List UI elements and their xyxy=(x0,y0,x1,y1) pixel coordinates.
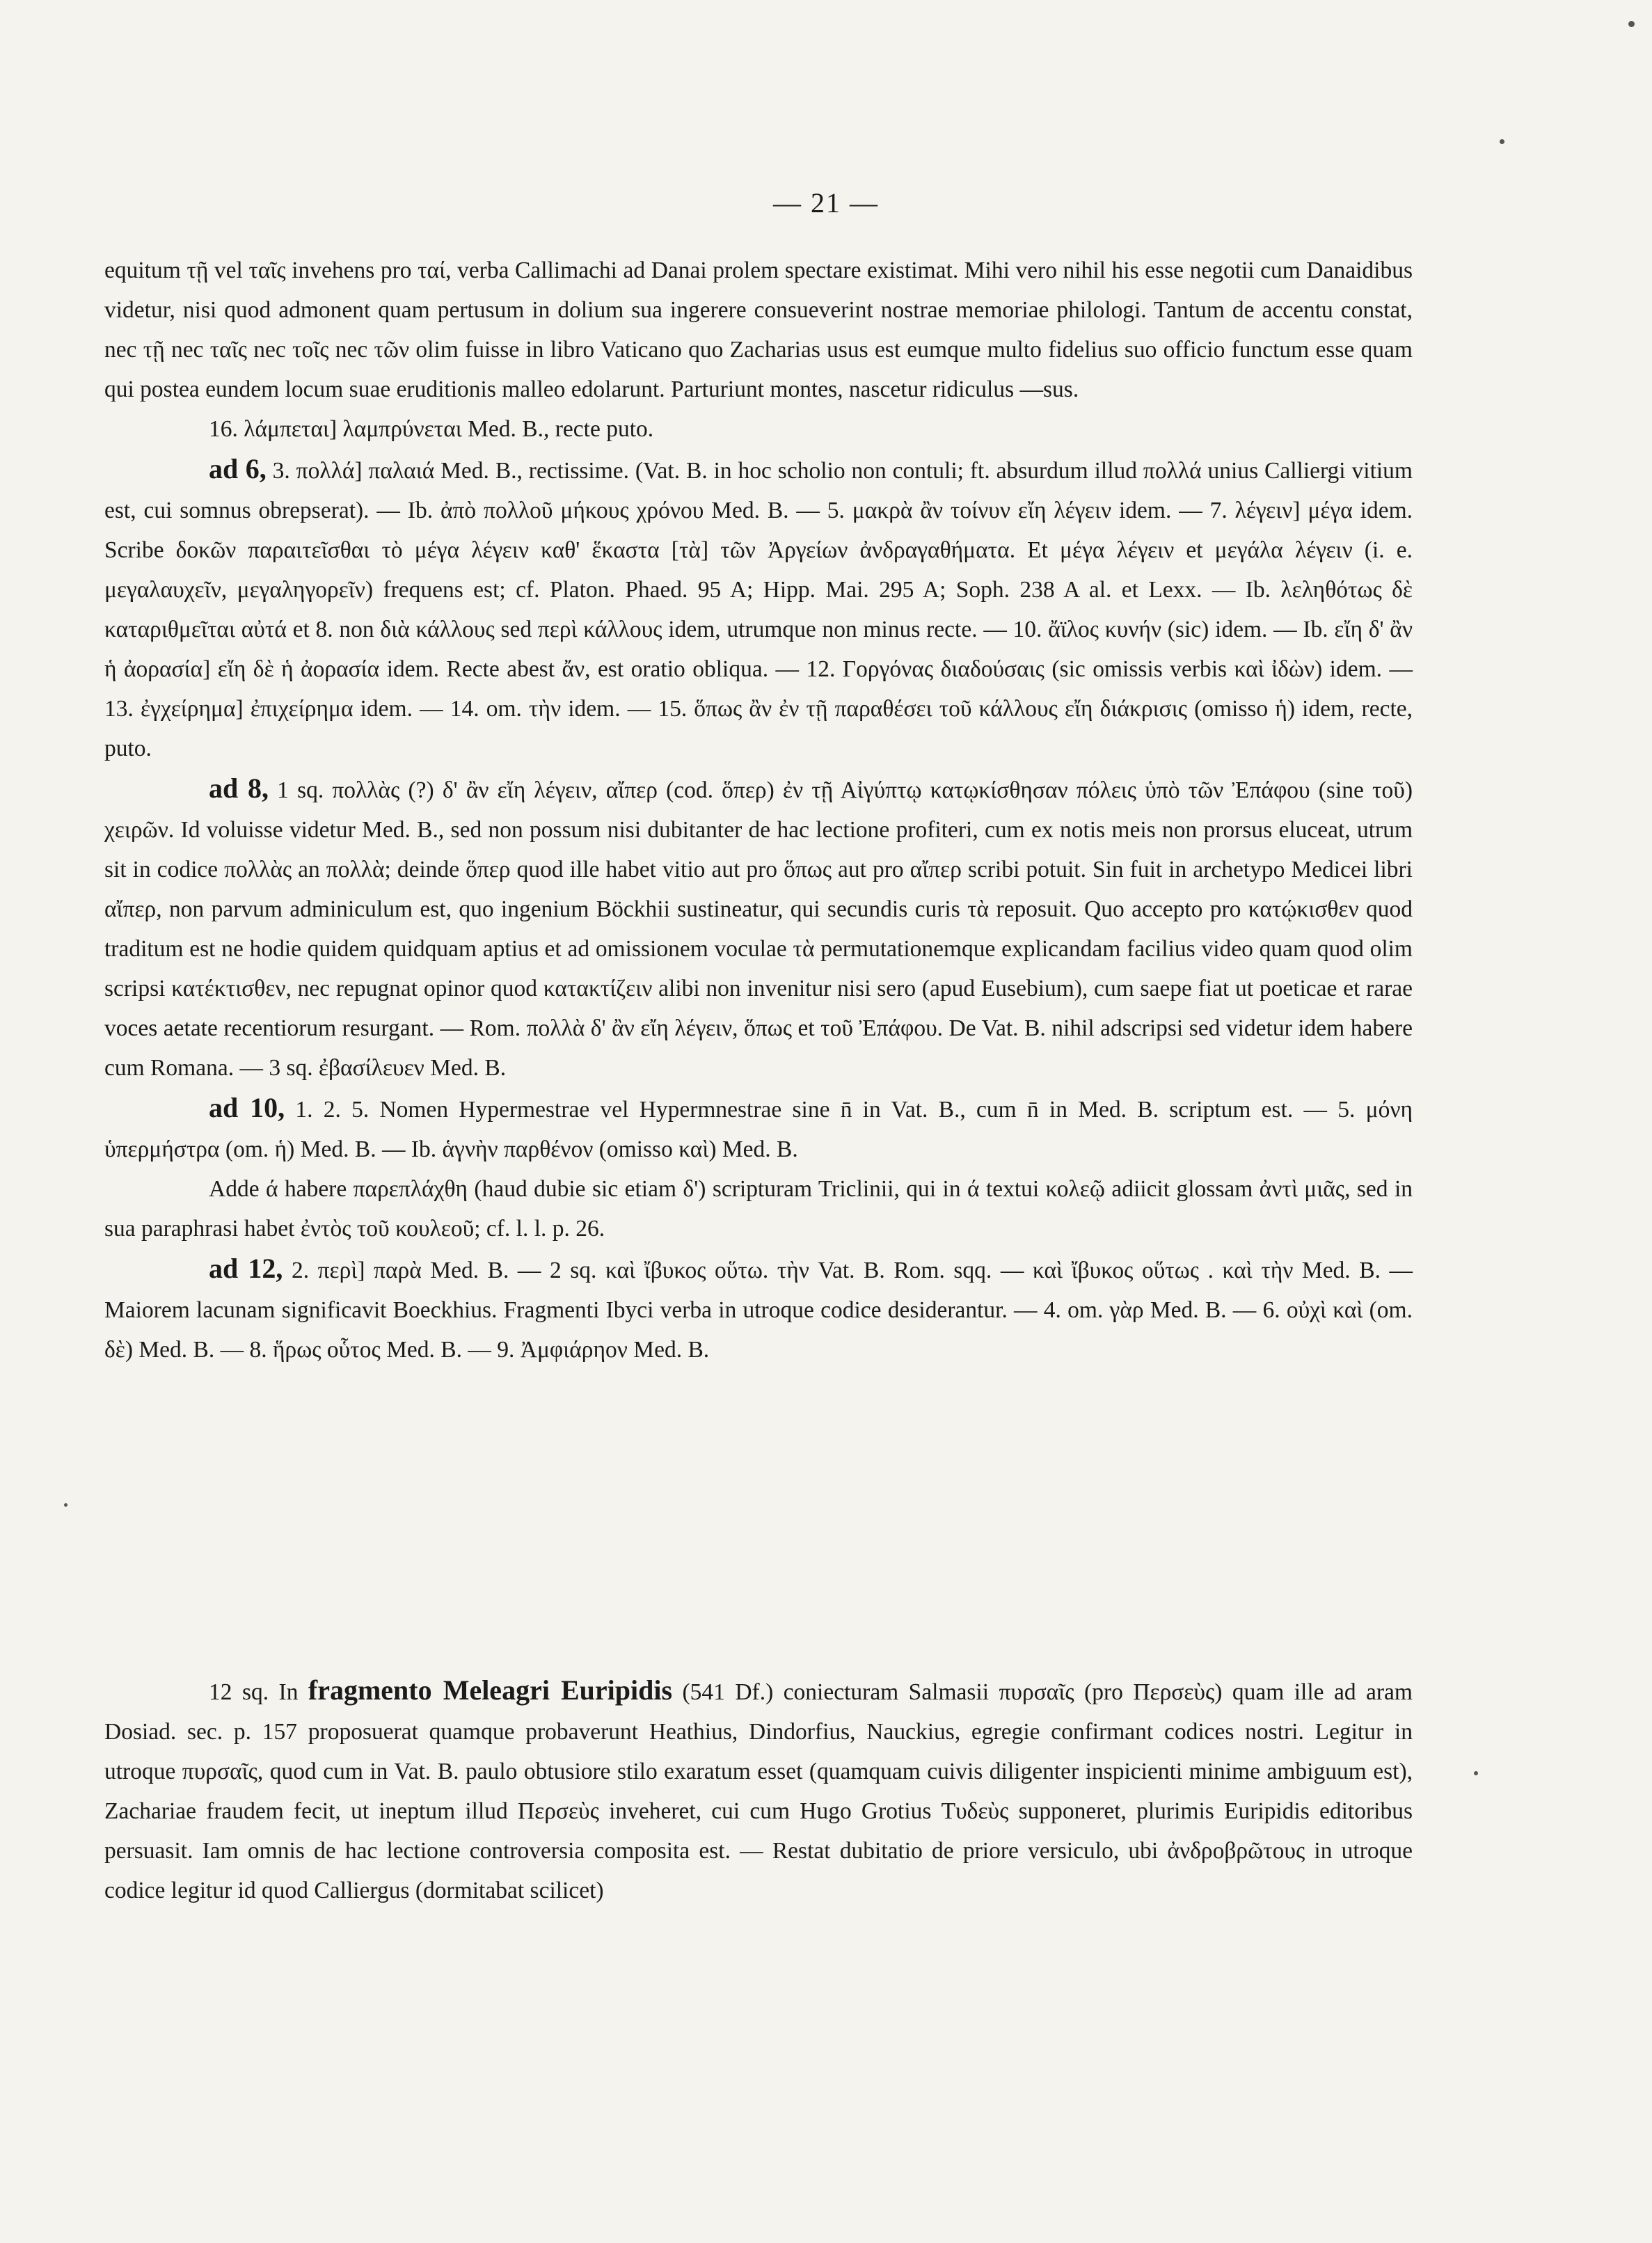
scan-speck xyxy=(1474,1771,1478,1775)
paragraph-16: 16. λάμπεται] λαμπρύνεται Med. B., recte puto. xyxy=(209,416,654,442)
paragraph-fragmento xyxy=(104,1670,1413,1910)
fragment-prefix: 12 sq. In xyxy=(209,1679,308,1705)
section-text-ad-10: 1. 2. 5. Nomen Hypermestrae vel Hypermnestrae sine n̄ in Vat. B., cum n̄ in Med. B. scriptum est. — 5. μόνη ὑπερμήστρα (om. ἡ) Med. B. — Ib. ἁγνὴν παρθένον (omisso καὶ) Med. B. xyxy=(104,1097,1413,1162)
paragraph-ad-8 xyxy=(104,768,1413,1088)
section-label-ad-6: ad 6, xyxy=(209,453,267,484)
fragment-text xyxy=(104,1670,1413,1910)
section-label-ad-12: ad 12, xyxy=(209,1253,283,1284)
paragraph-equitum: equitum τῇ vel ταῖς invehens pro ταί, verba Callimachi ad Danai prolem spectare existimat. Mihi vero nihil his esse negotii cum Danaidibus videtur, nisi quod admonent quam pertusum in dolium sua ingerere consueverint nostrae memoriae philologi. Tantum de accentu constat, nec τῇ nec ταῖς nec τοῖς nec τῶν olim fuisse in libro Vaticano quo Zacharias usus est eumque multo fidelius suo officio functum esse quam qui postea eundem locum suae eruditionis malleo edolarunt. Parturiunt montes, nascetur ridiculus —sus. xyxy=(104,257,1413,402)
scan-speck xyxy=(64,1503,67,1507)
main-text xyxy=(104,251,1413,1370)
paragraph-ad-6 xyxy=(104,449,1413,768)
fragment-body: (541 Df.) coniecturam Salmasii πυρσαῖς (pro Περσεὺς) quam ille ad aram Dosiad. sec. p. 157 proposuerat quamque probaverunt Heathius, Dindorfius, Nauckius, egregie confirmant codices nostri. Legitur in utroque πυρσαῖς, quod cum in Vat. B. paulo obtusiore stilo exaratum esset (quamquam cuivis diligenter inspicienti minime ambiguum est), Zachariae fraudem fecit, ut ineptum illud Περσεὺς inveheret, cui cum Hugo Grotius Τυδεὺς supponeret, plurimis Euripidis editoribus persuasit. Iam omnis de hac lectione controversia composita est. — Restat dubitatio de priore versiculo, ubi ἀνδροβρῶτους in utroque codice legitur id quod Calliergus (dormitabat scilicet) xyxy=(104,1679,1413,1903)
section-text-ad-8: 1 sq. πολλὰς (?) δ' ἂν εἴη λέγειν, αἴπερ (cod. ὅπερ) ἐν τῇ Αἰγύπτῳ κατῳκίσθησαν πόλεις ὑπὸ τῶν Ἐπάφου (sine τοῦ) χειρῶν. Id voluisse videtur Med. B., sed non possum nisi dubitanter de hac lectione profiteri, cum ex notis meis non prorsus eluceat, utrum sit in codice πολλὰς an πολλὰ; deinde ὅπερ quod ille habet vitio aut pro ὅπως aut pro αἴπερ scribi potuit. Sin fuit in archetypo Medicei libri αἴπερ, non parvum adminiculum est, quo ingenium Böckhii sustineatur, qui secundis curis τὰ reposuit. Quo accepto pro κατῴκισθεν quod traditum est ne hodie quidem quidquam aptius et ad omissionem voculae τὰ permutationemque explicandam facilius video quam quod olim scripsi κατέκτισθεν, nec repugnat opinor quod κατακτίζειν alibi non invenitur nisi sero (apud Eusebium), cum saepe fiat ut poeticae et rarae voces aetate recentiorum resurgant. — Rom. πολλὰ δ' ἂν εἴη λέγειν, ὅπως et τοῦ Ἐπάφου. De Vat. B. nihil adscripsi sed videtur idem habere cum Romana. — 3 sq. ἐβασίλευεν Med. B. xyxy=(104,777,1413,1081)
scan-speck xyxy=(1628,21,1635,27)
section-label-ad-8: ad 8, xyxy=(209,772,269,804)
fragment-label: fragmento Meleagri Euripidis xyxy=(308,1674,673,1706)
section-label-ad-10: ad 10, xyxy=(209,1092,285,1123)
paragraph-ad-10 xyxy=(104,1088,1413,1169)
paragraph-adde: Adde ά habere παρεπλάχθη (haud dubie sic etiam δ') scripturam Triclinii, qui in ά textui κολεῷ adiicit glossam ἀντὶ μιᾶς, sed in sua paraphrasi habet ἐντὸς τοῦ κουλεοῦ; cf. l. l. p. 26. xyxy=(104,1176,1413,1242)
section-text-ad-12: 2. περὶ] παρὰ Med. B. — 2 sq. καὶ ἴβυκος οὕτω. τὴν Vat. B. Rom. sqq. — καὶ ἴβυκος οὕτως . καὶ τὴν Med. B. — Maiorem lacunam significavit Boeckhius. Fragmenti Ibyci verba in utroque codice desiderantur. — 4. om. γὰρ Med. B. — 6. οὐχὶ καὶ (om. δὲ) Med. B. — 8. ἥρως οὗτος Med. B. — 9. Ἀμφιάρηον Med. B. xyxy=(104,1258,1413,1363)
paragraph-ad-12 xyxy=(104,1249,1413,1370)
section-text-ad-6: 3. πολλά] παλαιά Med. B., rectissime. (Vat. B. in hoc scholio non contuli; ft. absurdum illud πολλά unius Calliergi vitium est, cui somnus obrepserat). — Ib. ἀπὸ πολλοῦ μήκους χρόνου Med. B. — 5. μακρὰ ἂν τοίνυν εἴη λέγειν idem. — 7. λέγειν] μέγα idem. Scribe δοκῶν παραιτεῖσθαι τὸ μέγα λέγειν καθ' ἕκαστα [τὰ] τῶν Ἀργείων ἀνδραγαθήματα. Et μέγα λέγειν et μεγάλα λέγειν (i. e. μεγαλαυχεῖν, μεγαληγορεῖν) frequens est; cf. Platon. Phaed. 95 A; Hipp. Mai. 295 A; Soph. 238 A al. et Lexx. — Ib. λεληθότως δὲ καταριθμεῖται αὐτά et 8. non διὰ κάλλους sed περὶ κάλλους idem, utrumque non minus recte. — 10. ἄϊλος κυνήν (sic) idem. — Ib. εἴη δ' ἂν ἡ ἀορασία] εἴη δὲ ἡ ἀορασία idem. Recte abest ἄν, est oratio obliqua. — 12. Γοργόνας διαδούσαις (sic omissis verbis καὶ ἰδὼν) idem. — 13. ἐγχείρημα] ἐπιχείρημα idem. — 14. om. τὴν idem. — 15. ὅπως ἂν ἐν τῇ παραθέσει τοῦ κάλλους εἴη διάκρισις (omisso ἡ) idem, recte, puto. xyxy=(104,458,1413,761)
scan-speck xyxy=(1500,139,1504,144)
page-number: — 21 — xyxy=(773,187,879,219)
